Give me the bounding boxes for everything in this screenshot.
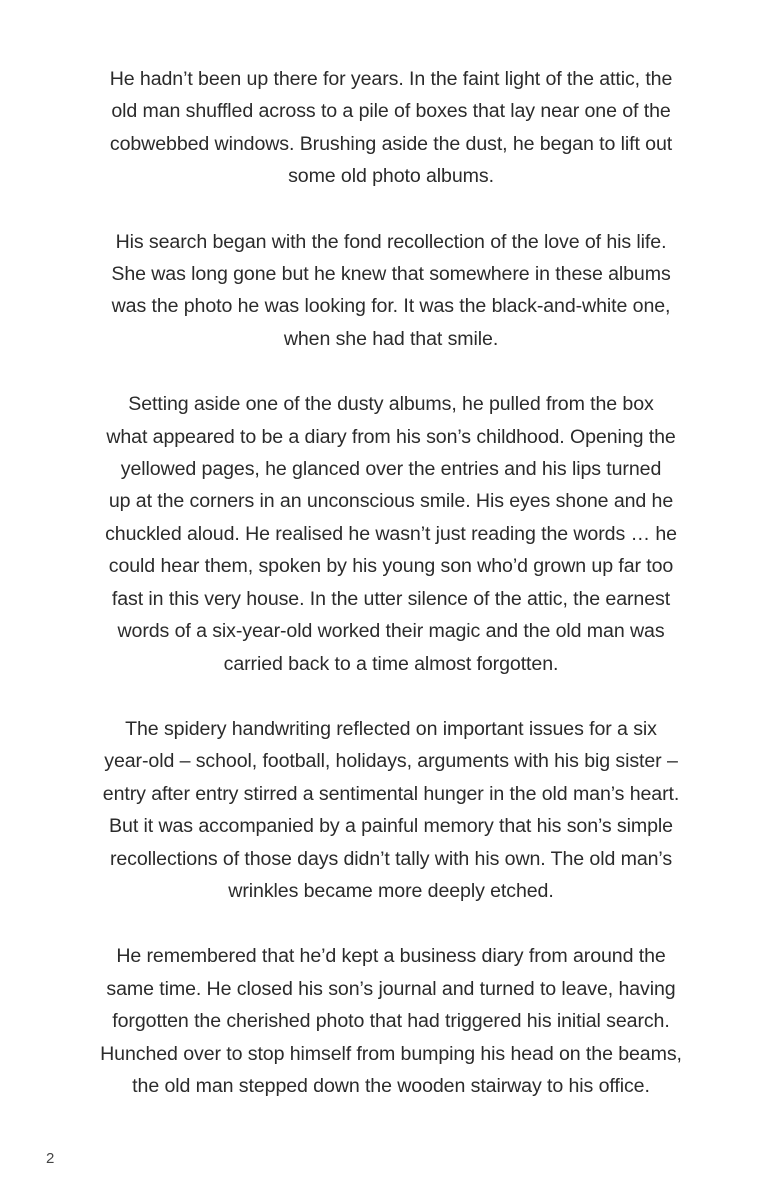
paragraph: His search began with the fond recollection of the love of his life. She was long gone but he knew that somewhere in these albums was the photo he was looking for. It was the black-and-white one, when she had that smile. xyxy=(111,230,671,350)
paragraph: He remembered that he’d kept a business diary from around the same time. He closed his son’s journal and turned to leave, having forgotten the cherished photo that had triggered his initial search. Hunched over to stop himself from bumping his head on the beams, the old man stepped down the wooden stairway to his office. xyxy=(100,945,682,1097)
story-body xyxy=(66,63,716,1135)
paragraph: The spidery handwriting reflected on important issues for a six year-old – school, football, holidays, arguments with his big sister – entry after entry stirred a sentimental hunger in the old man’s heart. But it was accompanied by a painful memory that his son’s simple recollections of those days didn’t tally with his own. The old man’s wrinkles became more deeply etched. xyxy=(102,717,680,902)
paragraph: Setting aside one of the dusty albums, he pulled from the box what appeared to be a diary from his son’s childhood. Opening the yellowed pages, he glanced over the entries and his lips turned up at the corners in an unconscious smile. His eyes shone and he chuckled aloud. He realised he wasn’t just reading the words … he could hear them, spoken by his young son who’d grown up far too fast in this very house. In the utter silence of the attic, the earnest words of a six-year-old worked their magic and the old man was carried back to a time almost forgotten. xyxy=(105,393,677,675)
page-number: 2 xyxy=(46,1150,55,1167)
paragraph: He hadn’t been up there for years. In the faint light of the attic, the old man shuffled across to a pile of boxes that lay near one of the cobwebbed windows. Brushing aside the dust, he began to lift out some old photo albums. xyxy=(109,68,673,188)
